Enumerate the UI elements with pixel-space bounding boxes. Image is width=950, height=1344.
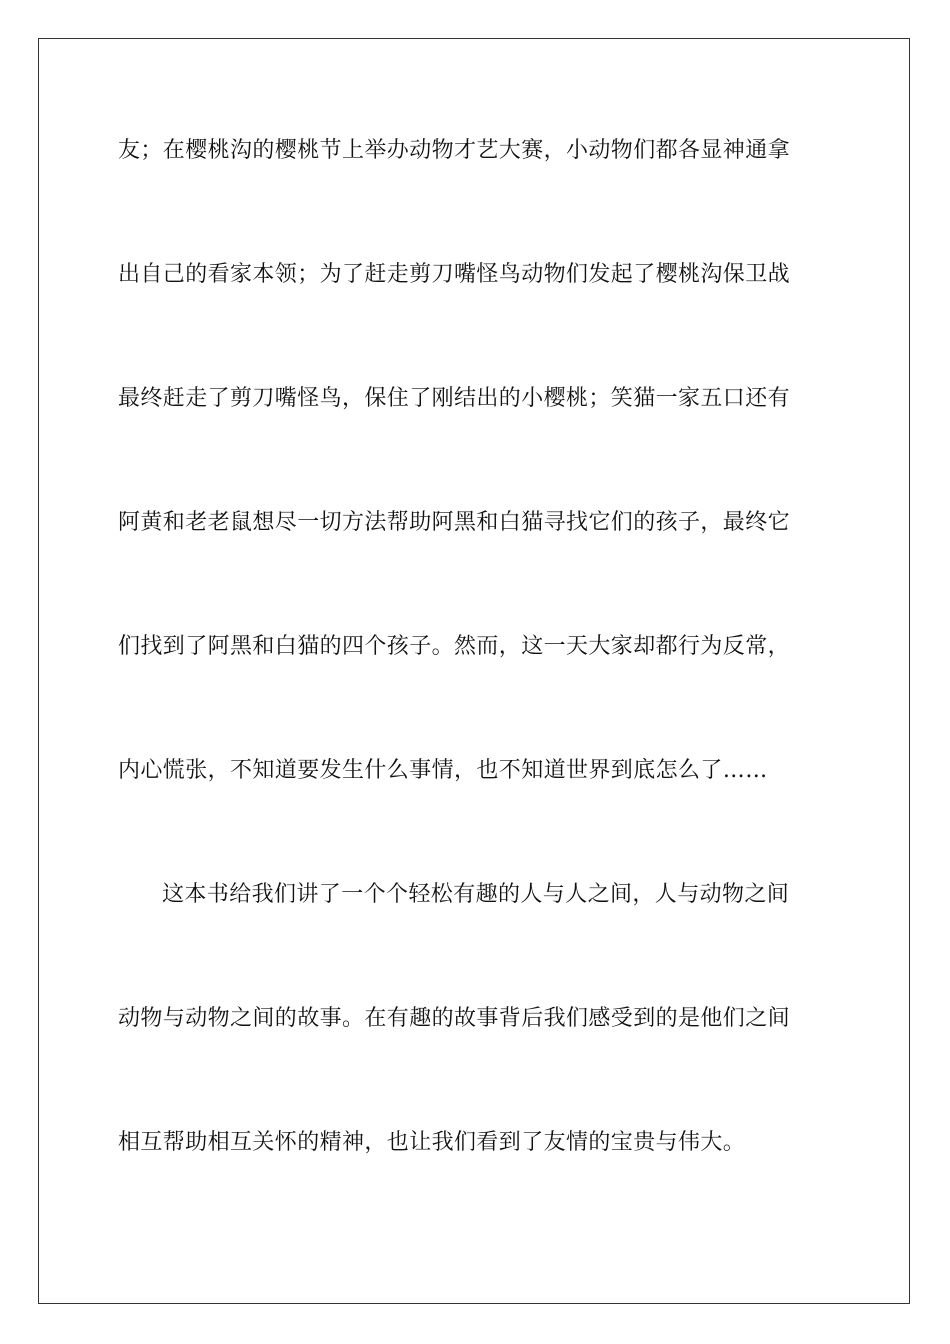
text-line-5: 们找到了阿黑和白猫的四个孩子。然而，这一天大家却都行为反常， bbox=[118, 634, 791, 659]
page-frame bbox=[38, 38, 910, 1304]
text-line-3: 最终赶走了剪刀嘴怪鸟，保住了刚结出的小樱桃；笑猫一家五口还有 bbox=[118, 386, 791, 411]
text-line-7: 这本书给我们讲了一个个轻松有趣的人与人之间，人与动物之间 bbox=[162, 882, 790, 907]
text-line-2: 出自己的看家本领；为了赶走剪刀嘴怪鸟动物们发起了樱桃沟保卫战 bbox=[118, 262, 791, 287]
text-line-4: 阿黄和老老鼠想尽一切方法帮助阿黑和白猫寻找它们的孩子，最终它 bbox=[118, 510, 791, 535]
text-line-1: 友；在樱桃沟的樱桃节上举办动物才艺大赛，小动物们都各显神通拿 bbox=[118, 138, 791, 163]
text-line-6: 内心慌张，不知道要发生什么事情，也不知道世界到底怎么了…… bbox=[118, 758, 768, 783]
text-line-8: 动物与动物之间的故事。在有趣的故事背后我们感受到的是他们之间 bbox=[118, 1006, 791, 1031]
text-line-9: 相互帮助相互关怀的精神，也让我们看到了友情的宝贵与伟大。 bbox=[118, 1130, 746, 1155]
